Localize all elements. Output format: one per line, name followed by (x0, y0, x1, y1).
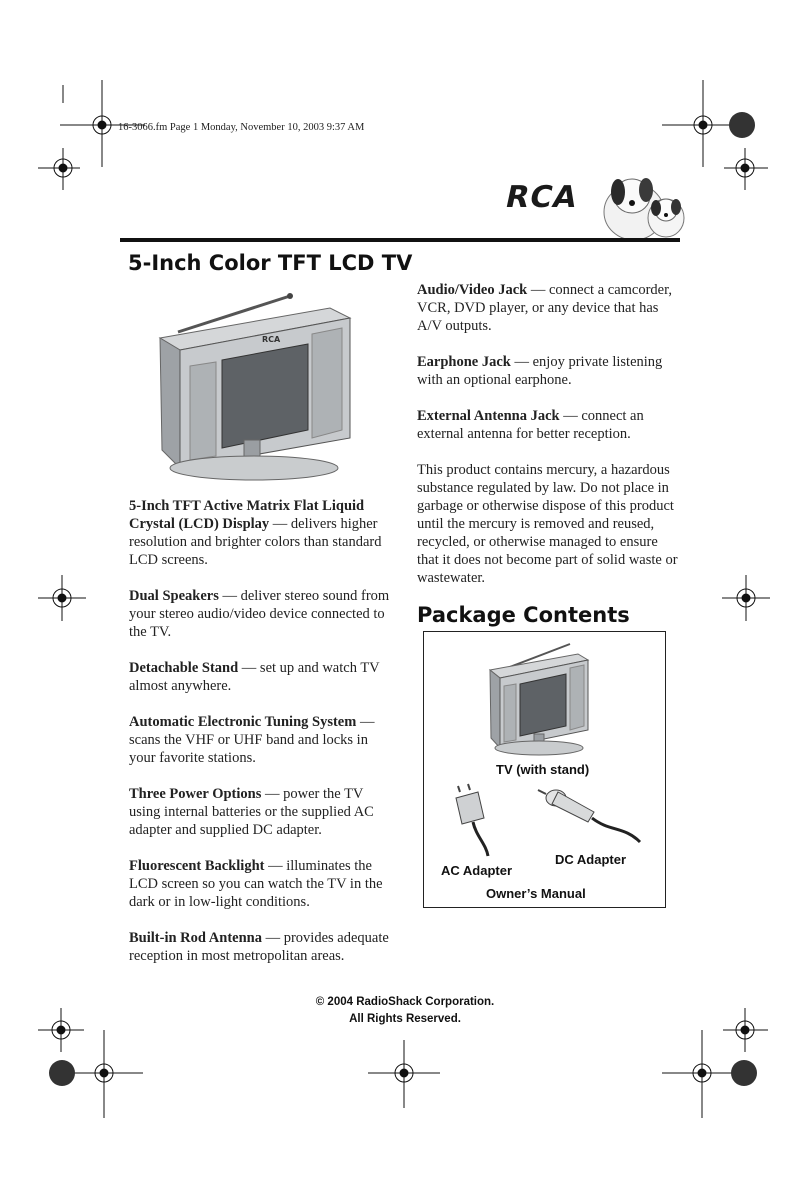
feature-description: — delivers higher resolution and brighter colors than standard LCD screens. (129, 516, 382, 568)
feature-description: — connect an external antenna for better reception. (417, 408, 644, 442)
feature-item (129, 929, 391, 965)
mercury-notice: This product contains mercury, a hazardous substance regulated by law. Do not place in garbage or otherwise dispose of this product until the mercury is removed and reused, recycled, or otherwise managed to ensure that it does not become part of solid waste or wastewater. (417, 462, 678, 586)
feature-term: Built-in Rod Antenna (129, 930, 262, 946)
dc-adapter-label: DC Adapter (555, 852, 627, 867)
feature-description: — illuminates the LCD screen so you can watch the TV in the dark or in low-light conditions. (129, 858, 383, 910)
owners-manual-label: Owner’s Manual (486, 886, 586, 901)
copyright-line: © 2004 RadioShack Corporation. (315, 996, 495, 1008)
feature-item (417, 353, 679, 389)
feature-term: Detachable Stand (129, 660, 239, 676)
feature-description: — connect a camcorder, VCR, DVD player, or any device that has A/V outputs. (417, 282, 672, 334)
feature-item (129, 857, 391, 911)
file-slug: 16-3066.fm Page 1 Monday, November 10, 2003 9:37 AM (118, 122, 365, 133)
header-rule (120, 238, 680, 242)
feature-term: Automatic Electronic Tuning System (129, 714, 357, 730)
feature-term: Fluorescent Backlight (129, 858, 265, 874)
rca-dogs-illustration (596, 160, 696, 240)
feature-item (129, 659, 391, 695)
package-contents-heading: Package Contents (417, 603, 630, 627)
feature-item (417, 281, 679, 335)
feature-term: Earphone Jack (417, 354, 511, 370)
feature-term: External Antenna Jack (417, 408, 560, 424)
feature-item (417, 407, 679, 443)
package-tv-illustration (482, 640, 592, 760)
feature-term: Dual Speakers (129, 588, 219, 604)
left-feature-list (129, 497, 391, 965)
right-feature-list (417, 281, 679, 587)
feature-item (129, 587, 391, 641)
feature-description: — scans the VHF or UHF band and locks in your favorite stations. (129, 714, 375, 766)
feature-description: — deliver stereo sound from your stereo audio/video device connected to the TV. (129, 588, 390, 640)
feature-item (129, 497, 391, 569)
dc-adapter-illustration (540, 786, 650, 856)
feature-description: — set up and watch TV almost anywhere. (129, 660, 380, 694)
ac-adapter-label: AC Adapter (441, 863, 513, 878)
feature-term: Audio/Video Jack (417, 282, 528, 298)
feature-description: — provides adequate reception in most metropolitan areas. (129, 930, 389, 964)
feature-item (129, 785, 391, 839)
rca-logo: RCA (502, 180, 582, 215)
ac-adapter-illustration (448, 788, 518, 858)
feature-description: — enjoy private listening with an optional earphone. (417, 354, 663, 388)
svg-text:RCA: RCA (262, 335, 281, 344)
tv-with-stand-label: TV (with stand) (496, 762, 590, 777)
copyright-notice (250, 994, 560, 1028)
tv-illustration (150, 290, 360, 480)
feature-term: 5-Inch TFT Active Matrix Flat Liquid Crystal (LCD) Display (129, 498, 365, 532)
page-title: 5-Inch Color TFT LCD TV (128, 251, 413, 275)
feature-term: Three Power Options (129, 786, 262, 802)
rights-reserved-line: All Rights Reserved. (349, 1013, 461, 1025)
feature-item (129, 713, 391, 767)
feature-description: — power the TV using internal batteries or the supplied AC adapter and supplied DC adapter. (129, 786, 374, 838)
